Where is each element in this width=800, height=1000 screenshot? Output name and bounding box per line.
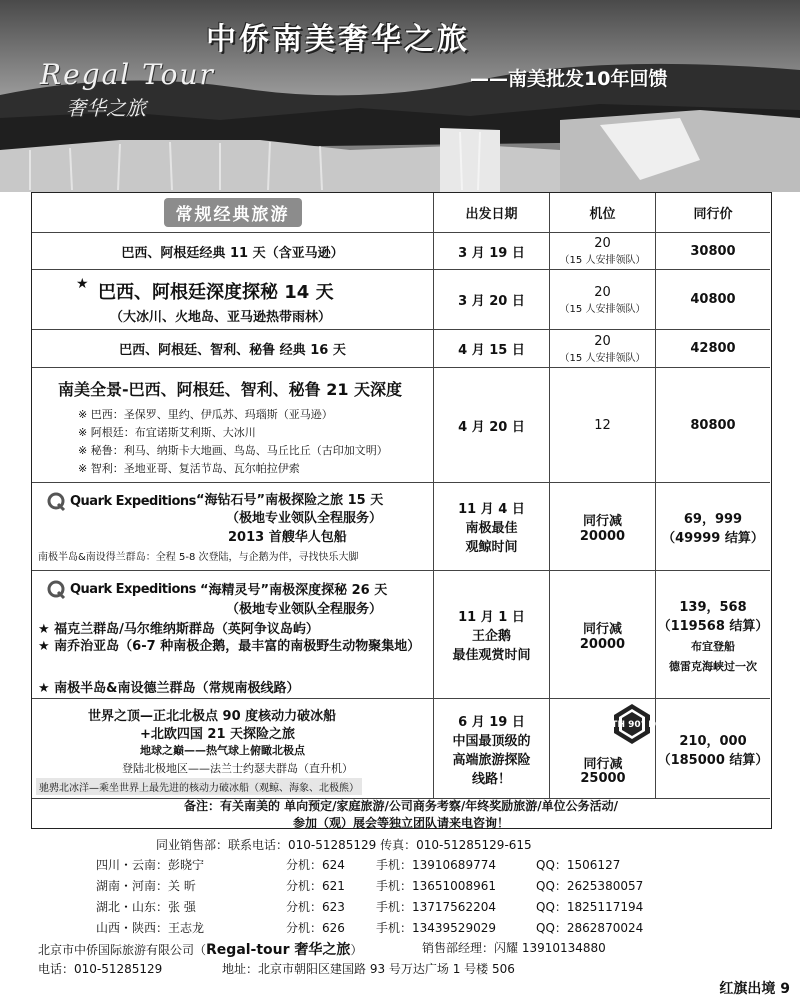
sales-contact-line: 同业销售部：联系电话：010-51285129 传真：010-51285129-615 bbox=[156, 838, 532, 852]
contact-region: 山西・陕西：王志龙 bbox=[96, 921, 205, 935]
company-brand: Regal-tour 奢华之旅 bbox=[206, 942, 351, 958]
discount-value: 20000 bbox=[579, 528, 626, 544]
tour-price: 80800 bbox=[690, 417, 736, 433]
company-name-end: ） bbox=[350, 943, 363, 957]
itinerary-bullet: ※ 阿根廷：布宜诺斯艾利斯、大冰川 bbox=[78, 426, 256, 439]
tour-price: 40800 bbox=[690, 292, 736, 307]
sales-manager: 销售部经理：闪耀 13910134880 bbox=[422, 941, 606, 955]
settlement-price: （119568 结算） bbox=[657, 618, 769, 634]
contact-region: 湖北・山东：张 强 bbox=[96, 900, 196, 914]
hero-title: 中侨南美奢华之旅 bbox=[206, 22, 470, 57]
hero-banner bbox=[0, 0, 800, 192]
settlement-price: （49999 结算） bbox=[662, 530, 764, 546]
tour-title: 世界之顶—正北北极点 90 度核动力破冰船 bbox=[88, 709, 337, 724]
tour-table bbox=[31, 192, 772, 829]
itinerary-bullet: ※ 秘鲁：利马、纳斯卡大地画、鸟岛、马丘比丘（古印加文明） bbox=[78, 444, 388, 457]
tour-date: 3 月 20 日 bbox=[434, 270, 550, 329]
tour-seats: 20 bbox=[594, 236, 611, 251]
tour-title: 南美全景-巴西、阿根廷、智利、秘鲁 21 天深度 bbox=[58, 380, 403, 399]
contact-qq: QQ：1825117194 bbox=[536, 900, 644, 914]
company-name: 北京市中侨国际旅游有限公司（ bbox=[38, 943, 207, 957]
contact-mobile: 手机：13910689774 bbox=[376, 858, 496, 872]
tour-detail: 驰骋北冰洋—乘坐世界上最先进的核动力破冰船（观鲸、海象、北极熊） bbox=[36, 778, 362, 795]
tour-detail: 南极半岛&南设得兰群岛：全程 5-8 次登陆，与企鹅为伴，寻找快乐大脚 bbox=[38, 552, 359, 563]
col-seats: 机位 bbox=[550, 193, 656, 232]
quark-expeditions-logo bbox=[46, 491, 196, 511]
discount-value: 20000 bbox=[579, 636, 626, 652]
col-price: 同行价 bbox=[693, 207, 733, 222]
tour-date: 11 月 1 日 bbox=[458, 610, 525, 625]
star-icon: ★ bbox=[76, 276, 89, 292]
tour-title: “海精灵号”南极深度探秘 26 天 bbox=[200, 583, 388, 598]
tour-title: “海钻石号”南极探险之旅 15 天 bbox=[196, 493, 384, 508]
contact-qq: QQ：2862870024 bbox=[536, 921, 644, 935]
discount-label: 同行减 bbox=[582, 621, 622, 637]
date-note: 最佳观赏时间 bbox=[452, 648, 531, 663]
contact-mobile: 手机：13717562204 bbox=[376, 900, 496, 914]
stamp-text: NORTH 90° POLE bbox=[589, 720, 675, 730]
date-note: 中国最顶级的 bbox=[452, 733, 531, 749]
discount-value: 25000 bbox=[580, 771, 626, 786]
seat-note: （15 人安排领队） bbox=[559, 303, 646, 315]
contact-qq: QQ：1506127 bbox=[536, 858, 621, 872]
note-line-1: 备注：有关南美的 单向预定/家庭旅游/公司商务考察/年终奖励旅游/单位公务活动/ bbox=[183, 799, 619, 813]
page-number: 红旗出境 9 bbox=[719, 981, 790, 997]
tour-date: 11 月 4 日 bbox=[458, 502, 525, 517]
tour-price: 42800 bbox=[690, 341, 736, 356]
tour-highlight: 2013 首艘华人包船 bbox=[228, 530, 347, 545]
itinerary-bullet: ※ 巴西：圣保罗、里约、伊瓜苏、玛瑙斯（亚马逊） bbox=[78, 408, 333, 421]
quark-brand: Quark Expeditions bbox=[70, 493, 196, 509]
table-row bbox=[32, 368, 770, 483]
settlement-price: （185000 结算） bbox=[657, 752, 769, 768]
table-row bbox=[32, 330, 770, 368]
company-line bbox=[38, 939, 362, 959]
tour-seats: 12 bbox=[550, 368, 656, 482]
tour-subtitle: +北欧四国 21 天探险之旅 bbox=[140, 727, 296, 742]
table-row bbox=[32, 699, 770, 799]
contact-region: 四川・云南：彭晓宁 bbox=[96, 858, 205, 872]
tour-subtitle: （大冰川、火地岛、亚马逊热带雨林） bbox=[110, 310, 332, 325]
company-address: 地址：北京市朝阳区建国路 93 号万达广场 1 号楼 506 bbox=[222, 962, 515, 976]
note-line-2: 参加（观）展会等独立团队请来电咨询！ bbox=[292, 816, 509, 830]
itinerary-bullet: ※ 智利：圣地亚哥、复活节岛、瓦尔帕拉伊索 bbox=[78, 462, 300, 475]
regal-tour-logo: Regal Tour bbox=[40, 58, 215, 91]
date-note: 观鲸时间 bbox=[465, 540, 518, 555]
table-row bbox=[32, 233, 770, 270]
contact-ext: 分机：621 bbox=[286, 879, 345, 893]
tour-title: 巴西、阿根廷、智利、秘鲁 经典 16 天 bbox=[119, 343, 346, 358]
tour-date: 4 月 20 日 bbox=[434, 368, 550, 482]
hero-subtitle: ——南美批发10年回馈 bbox=[470, 68, 668, 90]
company-phone: 电话：010-51285129 bbox=[38, 962, 163, 976]
date-note: 南极最佳 bbox=[465, 521, 518, 536]
north-pole-stamp bbox=[589, 703, 675, 745]
date-note: 线路！ bbox=[471, 771, 511, 787]
discount-label: 同行减 bbox=[583, 757, 623, 772]
table-header bbox=[32, 193, 770, 233]
classic-tours-badge: 常规经典旅游 bbox=[164, 198, 302, 227]
tour-highlight: 登陆北极地区——法兰士约瑟夫群岛（直升机） bbox=[122, 762, 353, 775]
contact-qq: QQ：2625380057 bbox=[536, 879, 644, 893]
highlight-item: ★ 南乔治亚岛（6-7 种南极企鹅，最丰富的南极野生动物聚集地） bbox=[38, 639, 421, 654]
tour-date: 6 月 19 日 bbox=[458, 714, 525, 730]
regal-tour-logo-cn: 奢华之旅 bbox=[66, 96, 146, 120]
highlight-item: ★ 福克兰群岛/马尔维纳斯群岛（英阿争议岛屿） bbox=[38, 622, 319, 637]
table-row bbox=[32, 270, 770, 330]
table-note bbox=[32, 799, 770, 828]
discount-label: 同行减 bbox=[582, 513, 622, 529]
tour-date: 3 月 19 日 bbox=[434, 233, 550, 269]
contact-ext: 分机：624 bbox=[286, 858, 345, 872]
tour-title: 巴西、阿根廷经典 11 天（含亚马逊） bbox=[121, 245, 344, 261]
contact-mobile: 手机：13651008961 bbox=[376, 879, 496, 893]
tour-subtitle: （极地专业领队全程服务） bbox=[226, 511, 383, 526]
quark-expeditions-logo bbox=[46, 579, 196, 599]
date-note: 高端旅游探险 bbox=[452, 752, 531, 768]
boarding-note: 布宜登船 bbox=[691, 639, 735, 653]
contact-mobile: 手机：13439529029 bbox=[376, 921, 496, 935]
table-row bbox=[32, 571, 770, 699]
tour-price: 210，000 bbox=[679, 733, 747, 749]
table-row bbox=[32, 483, 770, 571]
seat-note: （15 人安排领队） bbox=[559, 255, 646, 266]
highlight-item: ★ 南极半岛&南设德兰群岛（常规南极线路） bbox=[38, 681, 300, 696]
quark-brand: Quark Expeditions bbox=[70, 581, 196, 597]
tour-subtitle: （极地专业领队全程服务） bbox=[226, 602, 383, 617]
tour-seats: 20 bbox=[594, 284, 611, 300]
tour-price: 139，568 bbox=[679, 599, 747, 615]
tour-date: 4 月 15 日 bbox=[434, 330, 550, 367]
seat-note: （15 人安排领队） bbox=[559, 352, 646, 364]
crossing-note: 德雷克海峡过一次 bbox=[669, 659, 757, 673]
tour-price: 69，999 bbox=[683, 511, 743, 527]
contact-ext: 分机：623 bbox=[286, 900, 345, 914]
quark-logo-icon bbox=[46, 579, 66, 599]
tour-price: 30800 bbox=[690, 243, 736, 259]
quark-logo-icon bbox=[46, 491, 66, 511]
date-note: 王企鹅 bbox=[471, 629, 511, 644]
north-pole-icon bbox=[589, 703, 675, 745]
contact-region: 湖南・河南：关 昕 bbox=[96, 879, 196, 893]
col-date: 出发日期 bbox=[434, 193, 550, 232]
contact-ext: 分机：626 bbox=[286, 921, 345, 935]
tour-highlight: 地球之巅——热气球上俯瞰北极点 bbox=[140, 744, 305, 757]
tour-title: 巴西、阿根廷深度探秘 14 天 bbox=[98, 282, 334, 303]
tour-seats: 20 bbox=[594, 333, 611, 349]
